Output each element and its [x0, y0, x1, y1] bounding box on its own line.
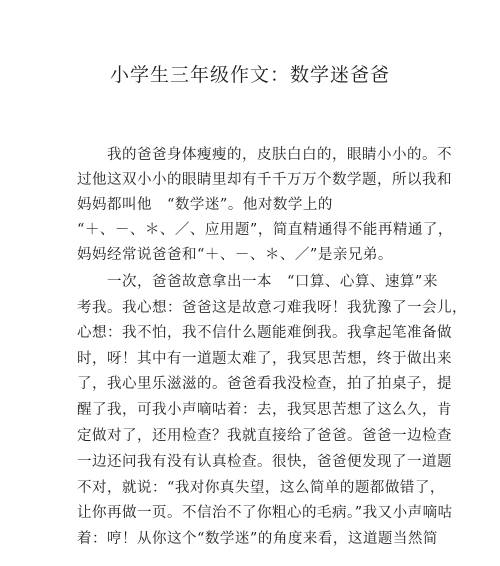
body-line: 着：哼！从你这个“数学迷”的角度来看，这道题当然简 [77, 531, 438, 547]
body-line: 时，呀！其中有一道题太难了，我冥思苦想，终于做出来 [77, 351, 452, 367]
body-line: 考我。我心想：爸爸这是故意刁难我呀！我犹豫了一会儿， [77, 300, 467, 316]
body-line: 我的爸爸身体瘦瘦的，皮肤白白的，眼睛小小的。不 [77, 147, 452, 163]
body-line: 妈妈都叫他 “数学迷”。他对数学上的 [77, 197, 333, 213]
body-line: 了，我心里乐滋滋的。爸爸看我没检查，拍了拍桌子，提 [77, 376, 452, 392]
body-line: 让你再做一页。不信治不了你粗心的毛病。”我又小声嘀咕 [77, 505, 453, 521]
body-line: 过他这双小小的眼睛里却有千千万万个数学题，所以我和 [77, 172, 452, 188]
body-line: 一次，爸爸故意拿出一本 “口算、心算、速算”来 [77, 274, 438, 290]
body-line: 醒了我，可我小声嘀咕着：去，我冥思苦想了这么久，肯 [77, 402, 452, 418]
body-line: 不对，就说：“我对你真失望，这么简单的题都做错了， [77, 480, 445, 496]
body-line: 一边还问我有没有认真检查。很快，爸爸便发现了一道题 [77, 454, 452, 470]
article-title: 小学生三年级作文：数学迷爸爸 [109, 64, 390, 86]
body-line: “＋、－、＊、／、应用题”，简直精通得不能再精通了， [77, 222, 453, 238]
body-line: 定做对了，还用检查？我就直接给了爸爸。爸爸一边检查 [77, 428, 452, 444]
body-line: 妈妈经常说爸爸和“＋、－、＊、／”是亲兄弟。 [77, 247, 393, 263]
body-line: 心想：我不怕，我不信什么题能难倒我。我拿起笔准备做 [77, 325, 452, 341]
